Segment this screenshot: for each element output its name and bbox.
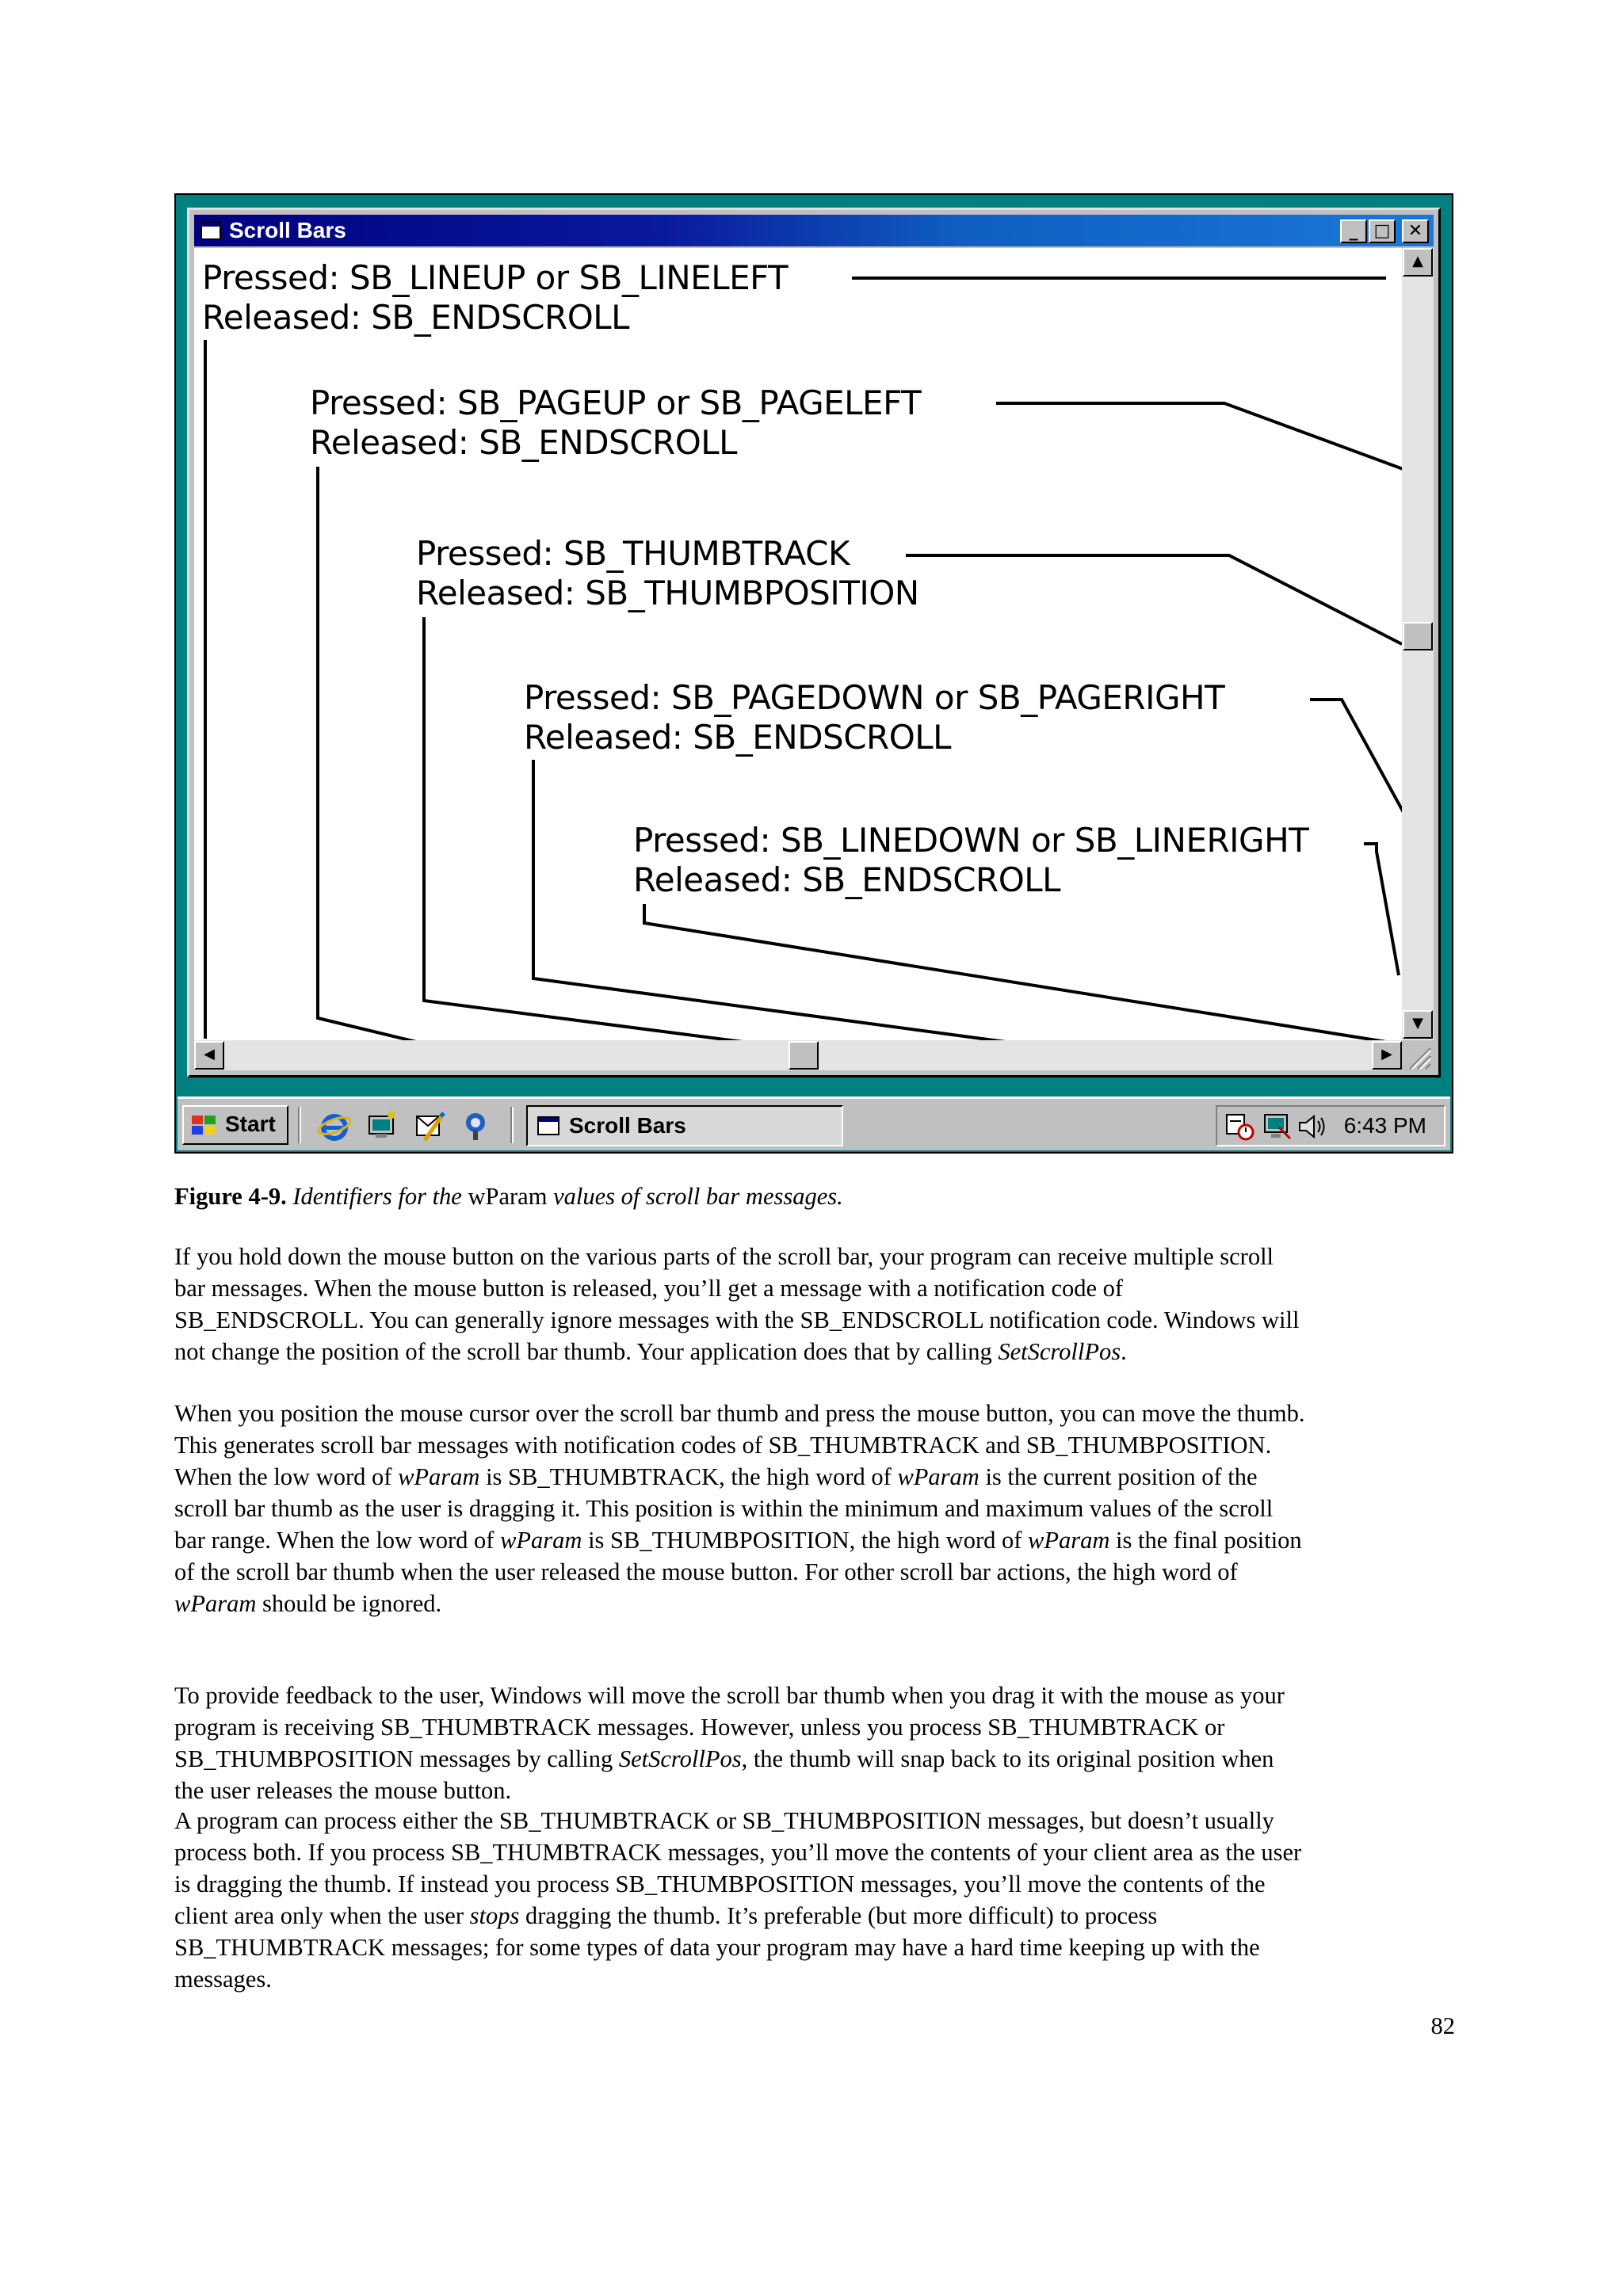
show-desktop-icon[interactable] <box>365 1108 399 1143</box>
client-area <box>194 248 1434 1070</box>
minimize-button[interactable]: _ <box>1340 219 1367 243</box>
start-button[interactable] <box>182 1105 288 1145</box>
text-line: program is receiving SB_THUMBTRACK messages. However, unless you process SB_THUMBTRACK or <box>174 1714 1225 1741</box>
window-icon <box>537 1116 559 1135</box>
text-line: SB_THUMBTRACK messages; for some types of data your program may have a hard time keeping up with the <box>174 1934 1260 1961</box>
text-run: dragging the thumb. It’s preferable (but more difficult) to process <box>525 1902 1158 1929</box>
outlook-express-icon[interactable] <box>412 1108 447 1143</box>
system-tray <box>1216 1105 1445 1146</box>
text-line <box>174 1743 1455 1775</box>
function-name: SetScrollPos <box>618 1745 742 1772</box>
text-run: not change the position of the scroll bar thumb. Your application does that by calling <box>174 1338 992 1365</box>
param-name: wParam <box>500 1527 582 1554</box>
close-button[interactable]: ✕ <box>1402 219 1429 243</box>
text-line: If you hold down the mouse button on the various parts of the scroll bar, your program can receive multiple scroll <box>174 1243 1274 1270</box>
scroll-left-arrow-icon[interactable]: ◀ <box>194 1041 224 1070</box>
text-line: scroll bar thumb as the user is dragging it. This position is within the minimum and maximum values of the scroll <box>174 1495 1274 1522</box>
text-run: client area only when the user <box>174 1902 464 1929</box>
quick-launch-separator <box>298 1107 301 1143</box>
horizontal-scroll-thumb[interactable] <box>789 1041 819 1070</box>
text-run: is SB_THUMBTRACK, the high word of <box>486 1463 892 1490</box>
text-line: bar messages. When the mouse button is released, you’ll get a message with a notification code of <box>174 1275 1124 1302</box>
annotation-thumbtrack-pressed: Pressed: SB_THUMBTRACK <box>416 534 850 573</box>
text-line: This generates scroll bar messages with notification codes of SB_THUMBTRACK and SB_THUMBPOSITION. <box>174 1432 1272 1459</box>
text-line: the user releases the mouse button. <box>174 1777 512 1804</box>
text-run: SB_THUMBPOSITION messages by calling <box>174 1745 613 1772</box>
annotation-pagedown-pressed: Pressed: SB_PAGEDOWN or SB_PAGERIGHT <box>524 678 1225 717</box>
maximize-button[interactable]: □ <box>1369 219 1396 243</box>
text-line: messages. <box>174 1966 272 1993</box>
annotation-linedown-pressed: Pressed: SB_LINEDOWN or SB_LINERIGHT <box>633 821 1309 860</box>
text-line: To provide feedback to the user, Windows will move the scroll bar thumb when you drag it with the mouse as your <box>174 1682 1285 1709</box>
annotation-thumbtrack-released: Released: SB_THUMBPOSITION <box>416 574 919 612</box>
taskbar-clock[interactable]: 6:43 PM <box>1343 1113 1426 1138</box>
annotation-pagedown-released: Released: SB_ENDSCROLL <box>524 718 952 757</box>
annotation-linedown-released: Released: SB_ENDSCROLL <box>633 860 1061 899</box>
horizontal-scrollbar[interactable] <box>194 1040 1402 1070</box>
page-number: 82 <box>1430 2012 1455 2039</box>
text-run: is the current position of the <box>985 1463 1258 1490</box>
param-name: wParam <box>398 1463 480 1490</box>
function-name: SetScrollPos <box>998 1338 1121 1365</box>
text-line: SB_ENDSCROLL. You can generally ignore messages with the SB_ENDSCROLL notification code. Windows will <box>174 1306 1300 1333</box>
monitor-icon[interactable] <box>1262 1112 1293 1142</box>
scheduler-icon[interactable] <box>1225 1112 1257 1142</box>
figure-screenshot <box>174 193 1453 1154</box>
title-bar[interactable] <box>194 215 1434 246</box>
scroll-down-arrow-icon[interactable]: ▼ <box>1403 1010 1433 1039</box>
text-line <box>174 1524 1455 1556</box>
figure-label: Figure 4-9. <box>174 1183 287 1210</box>
annotation-pageup-released: Released: SB_ENDSCROLL <box>310 423 738 462</box>
scroll-up-arrow-icon[interactable]: ▲ <box>1403 248 1433 277</box>
taskbar <box>178 1097 1450 1150</box>
text-line <box>174 1336 1455 1367</box>
paragraph-4 <box>174 1805 1455 1995</box>
vertical-scrollbar[interactable] <box>1402 248 1434 1040</box>
text-line: is dragging the thumb. If instead you process SB_THUMBPOSITION messages, you’ll move the contents of the <box>174 1871 1266 1897</box>
window-title: Scroll Bars <box>229 218 346 242</box>
volume-icon[interactable] <box>1296 1112 1328 1142</box>
text-run: bar range. When the low word of <box>174 1527 495 1554</box>
text-run: is SB_THUMBPOSITION, the high word of <box>588 1527 1022 1554</box>
task-button-scroll-bars[interactable] <box>526 1105 843 1146</box>
paragraph-3 <box>174 1680 1455 1806</box>
emphasis: stops <box>469 1902 520 1929</box>
caption-text-before: Identifiers for the <box>292 1183 462 1210</box>
text-line: When you position the mouse cursor over the scroll bar thumb and press the mouse button, you can move the thumb. <box>174 1400 1305 1427</box>
annotation-lineup-pressed: Pressed: SB_LINEUP or SB_LINELEFT <box>202 258 789 297</box>
text-line: A program can process either the SB_THUMBTRACK or SB_THUMBPOSITION messages, but doesn’t usually <box>174 1807 1274 1834</box>
scroll-right-arrow-icon[interactable]: ▶ <box>1372 1041 1402 1070</box>
task-label: Scroll Bars <box>569 1113 686 1138</box>
text-line <box>174 1900 1455 1932</box>
caption-code: wParam <box>468 1183 548 1210</box>
windows-logo-icon <box>190 1114 219 1136</box>
text-line: process both. If you process SB_THUMBTRACK messages, you’ll move the contents of your client area as the user <box>174 1839 1302 1866</box>
param-name: wParam <box>1028 1527 1110 1554</box>
text-run: should be ignored. <box>262 1590 442 1617</box>
scroll-bars-window <box>187 208 1441 1077</box>
paragraph-2 <box>174 1398 1455 1619</box>
annotation-lineup-released: Released: SB_ENDSCROLL <box>202 298 630 337</box>
annotation-pageup-pressed: Pressed: SB_PAGEUP or SB_PAGELEFT <box>310 383 922 422</box>
text-line: of the scroll bar thumb when the user released the mouse button. For other scroll bar actions, the high word of <box>174 1558 1238 1585</box>
figure-caption <box>174 1180 1455 1212</box>
text-run: . <box>1121 1338 1127 1365</box>
param-name: wParam <box>897 1463 980 1490</box>
internet-explorer-icon[interactable] <box>317 1108 352 1143</box>
start-label: Start <box>225 1112 276 1136</box>
text-line <box>174 1461 1455 1493</box>
window-icon[interactable] <box>200 221 221 240</box>
vertical-scroll-thumb[interactable] <box>1403 622 1433 650</box>
channels-icon[interactable] <box>460 1108 495 1143</box>
param-name: wParam <box>174 1590 257 1617</box>
text-run: When the low word of <box>174 1463 392 1490</box>
text-run: is the final position <box>1116 1527 1302 1554</box>
size-grip-icon[interactable] <box>1402 1040 1434 1070</box>
leader-lines <box>194 248 1434 1070</box>
caption-text-after: values of scroll bar messages. <box>553 1183 843 1210</box>
text-run: , the thumb will snap back to its original position when <box>741 1745 1274 1772</box>
paragraph-1 <box>174 1241 1455 1367</box>
text-line <box>174 1588 1455 1619</box>
task-separator <box>510 1107 514 1143</box>
